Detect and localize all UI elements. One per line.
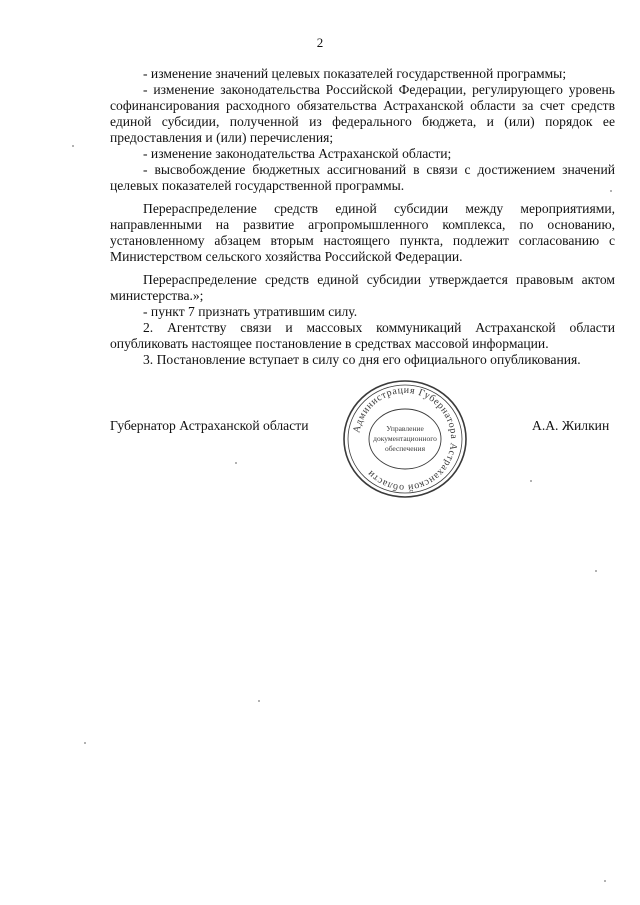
- signatory-name: А.А. Жилкин: [532, 418, 610, 433]
- scan-speck: [235, 462, 237, 464]
- paragraph: Перераспределение средств единой субсидии между мероприятиями, направленными на развитие агропромышленного комплекса, по основанию, установленному абзацем вторым настоящего пункта, подлежит согласованию с Министерством сельского хозяйства Российской Федерации.: [110, 201, 615, 264]
- paragraph: - пункт 7 признать утратившим силу.: [143, 304, 358, 319]
- scan-speck: [595, 570, 597, 572]
- paragraph: - изменение законодательства Российской Федерации, регулирующего уровень софинансирования расходного обязательства Астраханской области за счет средств единой субсидии, полученной из федерального бюджета, и (или) порядок ее предоставления и (или) перечисления;: [110, 82, 615, 145]
- scan-speck: [604, 880, 606, 882]
- seal-outer-text-path: Администрация Губернатора Астраханской области: [351, 384, 460, 494]
- paragraph: - высвобождение бюджетных ассигнований в связи с достижением значений целевых показателей государственной программы.: [110, 162, 615, 193]
- scan-speck: [258, 700, 260, 702]
- paragraph: 3. Постановление вступает в силу со дня его официального опубликования.: [143, 352, 581, 367]
- seal-graphic: [341, 378, 469, 500]
- paragraph: - изменение законодательства Астраханской области;: [143, 146, 452, 161]
- seal-inner-line: документационного: [373, 434, 437, 443]
- paragraph: 2. Агентству связи и массовых коммуникаций Астраханской области опубликовать настоящее постановление в средствах массовой информации.: [110, 320, 615, 351]
- scan-speck: [610, 190, 612, 192]
- scan-speck: [84, 742, 86, 744]
- paragraph: - изменение значений целевых показателей государственной программы;: [143, 66, 567, 81]
- scan-speck: [72, 145, 74, 147]
- document-body: [110, 66, 615, 368]
- official-seal: [341, 378, 469, 500]
- seal-inner-line: Управление: [386, 424, 424, 433]
- scan-speck: [530, 480, 532, 482]
- page-number: 2: [316, 35, 324, 50]
- seal-inner-line: обеспечения: [384, 444, 426, 453]
- paragraph: Перераспределение средств единой субсидии утверждается правовым актом министерства.»;: [110, 272, 615, 303]
- signatory-position: Губернатор Астраханской области: [110, 418, 309, 433]
